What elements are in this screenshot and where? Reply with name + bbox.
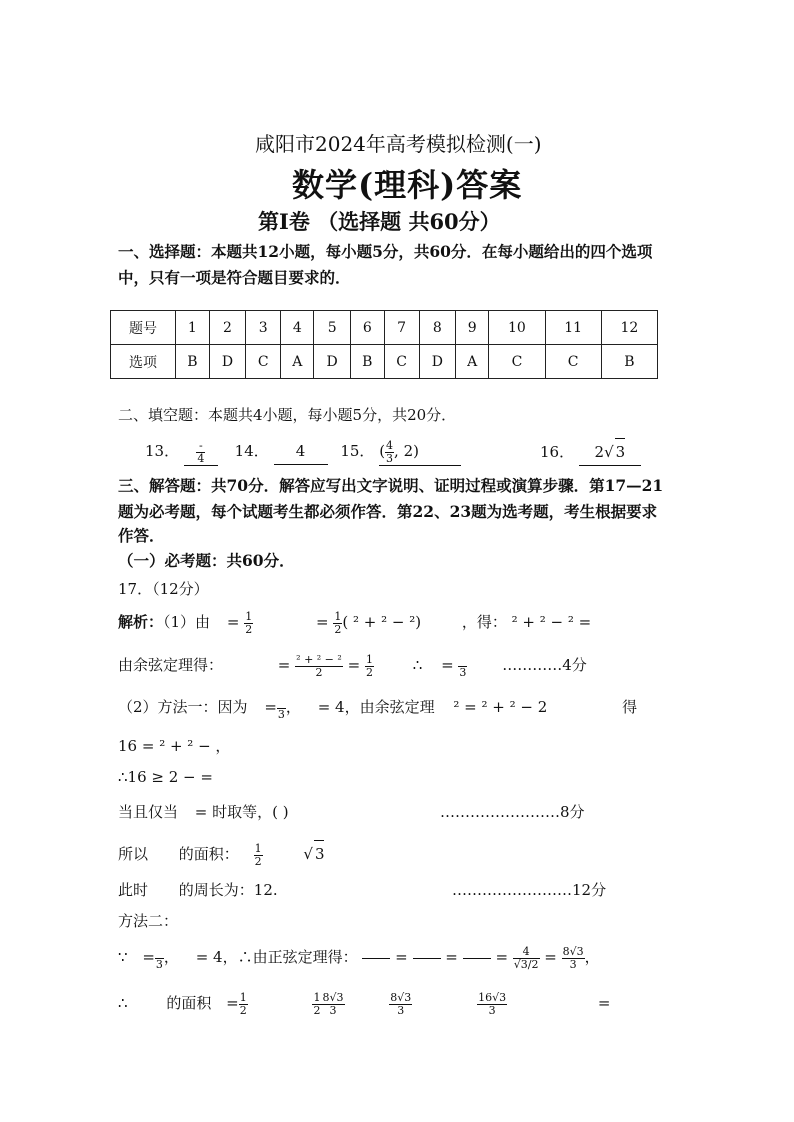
table-cell: 2 (209, 311, 246, 345)
answer-title: 数学(理科)答案 (292, 166, 523, 204)
section1-intro-line1: 一、选择题：本题共12小题，每小题5分，共60分．在每小题给出的四个选项 (118, 242, 653, 261)
table-cell: D (419, 345, 456, 379)
q17-line5: ∴16 ≥ 2 − = (118, 768, 213, 786)
table-cell: 5 (314, 311, 351, 345)
q15-label: 15． (340, 442, 375, 460)
fill-answers (145, 438, 461, 466)
table-cell: 12 (601, 311, 657, 345)
q13-answer (184, 438, 218, 466)
table-cell: B (601, 345, 657, 379)
q15-answer (379, 438, 461, 466)
table-cell: C (545, 345, 601, 379)
table-cell: 7 (384, 311, 419, 345)
table-cell: 3 (246, 311, 281, 345)
q16-coef: 2 (594, 443, 605, 461)
q14-answer: 4 (274, 438, 328, 465)
q17-area-root: 3 (314, 840, 325, 867)
q16 (540, 438, 641, 466)
q15-open: ( (379, 442, 386, 460)
score-8: ……………………8分 (440, 803, 585, 821)
q17-line8: 此时 的周长为：12. (118, 881, 278, 899)
table-cell: C (489, 345, 545, 379)
table-cell: C (384, 345, 419, 379)
table-cell: A (456, 345, 489, 379)
table-cell: B (350, 345, 384, 379)
table-cell: 8 (419, 311, 456, 345)
q17-line3: （2）方法一：因为 = 3 ， = 4，由余弦定理 ² = ² + ² − 2 得 (118, 694, 637, 721)
section1-intro-line2: 中，只有一项是符合题目要求的． (118, 268, 351, 287)
table-header-cell: 题号 (111, 311, 176, 345)
section2-intro: 二、填空题：本题共4小题，每小题5分，共20分． (118, 406, 457, 424)
score-12: ……………………12分 (452, 881, 607, 899)
q15-denominator: 3 (386, 451, 394, 465)
method2-label: 方法二： (118, 912, 179, 930)
volume-title: 第Ⅰ卷 （选择题 共60分） (258, 209, 501, 234)
section3-intro-line2: 题为必考题，每个试题考生都必须作答．第22、23题为选考题，考生根据要求 (118, 502, 658, 521)
score-4: …………4分 (502, 656, 587, 674)
method2-line2: ∴ 的面积 = $\frac{1}{2}$ $\frac{1}{2}$ $\frac{8√3}{3}$ $\frac{8√3}{3}$ $\frac{16√3}{3}$ = (118, 990, 611, 1017)
q17-line1: 解析：（1）由 = $\frac{1}{2}$ = $\frac{1}{2}$ ( ² + ² − ²) ，得： ² + ² − ² = (118, 609, 592, 636)
table-cell: B (176, 345, 210, 379)
section3-sub1: （一）必考题：共60分． (118, 551, 295, 570)
table-cell: 11 (545, 311, 601, 345)
q13-label: 13． (145, 442, 180, 460)
table-row (111, 311, 658, 345)
q15-numerator: 4 (386, 438, 394, 452)
q15-rest: , 2) (394, 442, 419, 460)
q16-answer: 2√ 3 (579, 438, 641, 466)
exam-title: 咸阳市2024年高考模拟检测(一) (255, 132, 542, 156)
q17-line7: 所以 的面积： $\frac{1}{2}$ √ 3 (118, 841, 325, 868)
table-cell: D (314, 345, 351, 379)
table-cell: C (246, 345, 281, 379)
table-cell: D (209, 345, 246, 379)
section3-intro-line3: 作答． (118, 526, 165, 545)
table-cell: 1 (176, 311, 210, 345)
table-row (111, 345, 658, 379)
q17-line2: 由余弦定理得： = $\frac{\text{² + ² − ²}}{2}$ = $\frac{1}{2}$ ∴ = 3 …………4分 (118, 652, 587, 679)
table-cell: A (281, 345, 314, 379)
table-header-cell: 选项 (111, 345, 176, 379)
q13-numerator: - (196, 440, 205, 453)
section3-intro-line1: 三、解答题：共70分．解答应写出文字说明、证明过程或演算步骤．第17—21 (118, 476, 664, 495)
table-cell: 4 (281, 311, 314, 345)
method2-line1: ∵ = 3 ， = 4，∴由正弦定理得： = = = $\frac{4}{√3/2}$ = $\frac{8√3}{3}$ ， (118, 944, 600, 971)
q17-line4: 16 = ² + ² − ， (118, 737, 231, 755)
table-cell: 6 (350, 311, 384, 345)
q17-heading: 17．（12分） (118, 580, 209, 598)
q16-root: 3 (615, 438, 626, 465)
table-cell: 10 (489, 311, 545, 345)
answer-table (110, 310, 658, 379)
table-cell: 9 (456, 311, 489, 345)
q13-denominator: 4 (197, 451, 205, 465)
q17-line6: 当且仅当 = 时取等，( ) (118, 803, 289, 821)
q16-label: 16． (540, 443, 575, 461)
q14-label: 14． (234, 442, 269, 460)
